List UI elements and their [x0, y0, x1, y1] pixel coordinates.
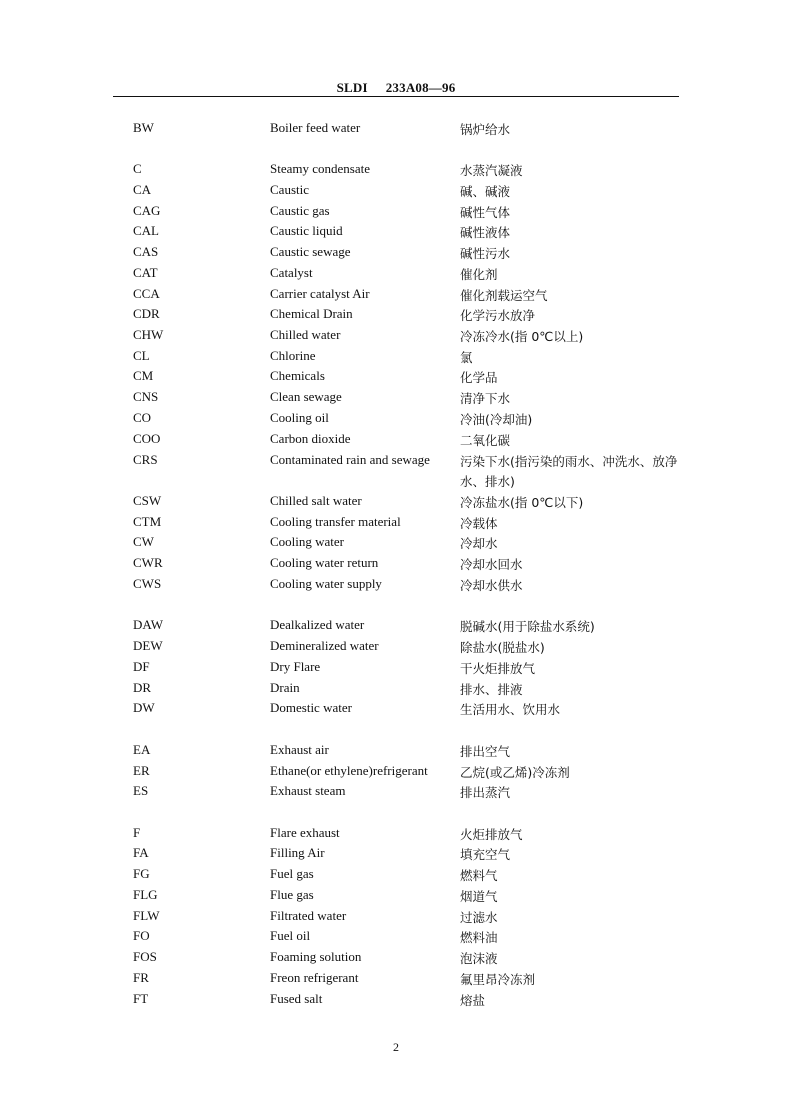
entry-abbreviation: CWR — [133, 555, 163, 570]
page-number: 2 — [393, 1040, 399, 1054]
entry-english-term: Domestic water — [270, 700, 352, 715]
entry-english-term: Cooling water return — [270, 555, 379, 570]
entry-abbreviation: BW — [133, 120, 154, 135]
entry-chinese-term: 填充空气 — [460, 847, 511, 862]
entry-chinese-term: 燃料油 — [460, 930, 498, 945]
entry-abbreviation: CSW — [133, 493, 162, 508]
entry-english-term: Steamy condensate — [270, 161, 370, 176]
entry-english-term: Exhaust steam — [270, 783, 346, 798]
entry-chinese-term: 碱性污水 — [460, 246, 511, 261]
entry-abbreviation: DW — [133, 700, 155, 715]
entry-english-term: Contaminated rain and sewage — [270, 452, 430, 467]
entry-abbreviation: EA — [133, 742, 151, 757]
entry-chinese-term: 冷冻盐水(指 0℃以下) — [460, 495, 584, 510]
entry-abbreviation: DEW — [133, 638, 163, 653]
entry-abbreviation: CM — [133, 368, 154, 383]
entry-chinese-term: 排水、排液 — [460, 682, 523, 697]
entry-abbreviation: ER — [133, 763, 150, 778]
entry-english-term: Filtrated water — [270, 908, 347, 923]
entry-english-term: Fuel gas — [270, 866, 314, 881]
entry-abbreviation: FG — [133, 866, 150, 881]
entry-chinese-term: 熔盐 — [460, 993, 486, 1008]
entry-english-term: Caustic liquid — [270, 223, 343, 238]
entry-chinese-term: 泡沫液 — [460, 951, 498, 966]
entry-chinese-term: 烟道气 — [460, 889, 498, 904]
entry-english-term: Ethane(or ethylene)refrigerant — [270, 763, 428, 778]
entry-chinese-term: 污染下水(指污染的雨水、冲洗水、放净水、排水) — [460, 454, 678, 489]
entry-abbreviation: CO — [133, 410, 152, 425]
entry-abbreviation: CA — [133, 182, 152, 197]
entry-english-term: Demineralized water — [270, 638, 379, 653]
entry-english-term: Cooling transfer material — [270, 514, 401, 529]
entry-abbreviation: CNS — [133, 389, 159, 404]
entry-abbreviation: CL — [133, 348, 150, 363]
entry-abbreviation: DF — [133, 659, 150, 674]
entry-abbreviation: DAW — [133, 617, 164, 632]
entry-abbreviation: FR — [133, 970, 149, 985]
header-number: 233A08—96 — [385, 80, 456, 95]
entry-chinese-term: 清净下水 — [460, 391, 511, 406]
entry-chinese-term: 过滤水 — [460, 910, 498, 925]
entry-chinese-term: 生活用水、饮用水 — [460, 702, 561, 717]
entry-chinese-term: 冷冻冷水(指 0℃以上) — [460, 329, 584, 344]
entry-chinese-term: 排出蒸汽 — [460, 785, 511, 800]
entry-english-term: Drain — [270, 680, 300, 695]
entry-english-term: Cooling water supply — [270, 576, 382, 591]
entry-chinese-term: 冷却水回水 — [460, 557, 523, 572]
entry-english-term: Caustic gas — [270, 203, 330, 218]
entry-english-term: Caustic — [270, 182, 309, 197]
entry-english-term: Flare exhaust — [270, 825, 340, 840]
entry-chinese-term: 碱性液体 — [460, 225, 511, 240]
header-rule — [113, 96, 679, 97]
entry-english-term: Foaming solution — [270, 949, 362, 964]
entry-english-term: Boiler feed water — [270, 120, 361, 135]
entry-abbreviation: CRS — [133, 452, 158, 467]
entry-chinese-term: 冷却水供水 — [460, 578, 523, 593]
entry-english-term: Fused salt — [270, 991, 323, 1006]
entry-abbreviation: CAT — [133, 265, 158, 280]
entry-chinese-term: 二氧化碳 — [460, 433, 511, 448]
entry-chinese-term: 火炬排放气 — [460, 827, 523, 842]
header-code: SLDI — [336, 80, 368, 95]
entry-chinese-term: 水蒸汽凝液 — [460, 163, 523, 178]
entry-chinese-term: 碱性气体 — [460, 205, 511, 220]
entry-chinese-term: 冷油(冷却油) — [460, 412, 533, 427]
page-header — [113, 80, 679, 96]
entry-abbreviation: CHW — [133, 327, 164, 342]
entry-english-term: Dealkalized water — [270, 617, 365, 632]
entry-english-term: Carbon dioxide — [270, 431, 351, 446]
entry-english-term: Chemical Drain — [270, 306, 353, 321]
entry-english-term: Chilled water — [270, 327, 341, 342]
entry-abbreviation: FLG — [133, 887, 158, 902]
entry-english-term: Filling Air — [270, 845, 325, 860]
entry-english-term: Flue gas — [270, 887, 314, 902]
entry-abbreviation: CAL — [133, 223, 159, 238]
entry-chinese-term: 氟里昂冷冻剂 — [460, 972, 536, 987]
entry-chinese-term: 排出空气 — [460, 744, 511, 759]
entry-chinese-term: 燃料气 — [460, 868, 498, 883]
entry-chinese-term: 碱、碱液 — [460, 184, 511, 199]
entry-abbreviation: CDR — [133, 306, 160, 321]
entry-english-term: Catalyst — [270, 265, 313, 280]
entry-abbreviation: DR — [133, 680, 152, 695]
entry-chinese-term: 化学污水放净 — [460, 308, 536, 323]
entry-english-term: Fuel oil — [270, 928, 311, 943]
entry-abbreviation: ES — [133, 783, 149, 798]
entry-chinese-term: 化学品 — [460, 370, 498, 385]
entry-english-term: Carrier catalyst Air — [270, 286, 370, 301]
entry-english-term: Exhaust air — [270, 742, 329, 757]
entry-abbreviation: C — [133, 161, 142, 176]
entry-abbreviation: CAG — [133, 203, 161, 218]
entry-english-term: Cooling water — [270, 534, 345, 549]
entry-abbreviation: CTM — [133, 514, 162, 529]
entry-abbreviation: FT — [133, 991, 149, 1006]
entry-chinese-term: 脱碱水(用于除盐水系统) — [460, 619, 595, 634]
entry-english-term: Chilled salt water — [270, 493, 362, 508]
entry-english-term: Dry Flare — [270, 659, 321, 674]
entry-english-term: Cooling oil — [270, 410, 329, 425]
entry-abbreviation: COO — [133, 431, 161, 446]
entry-chinese-term: 除盐水(脱盐水) — [460, 640, 545, 655]
entry-chinese-term: 乙烷(或乙烯)冷冻剂 — [460, 765, 570, 780]
entry-chinese-term: 催化剂 — [460, 267, 498, 282]
entry-abbreviation: FLW — [133, 908, 160, 923]
entry-abbreviation: FA — [133, 845, 149, 860]
entry-chinese-term: 冷载体 — [460, 516, 498, 531]
entry-abbreviation: CCA — [133, 286, 160, 301]
entry-abbreviation: FO — [133, 928, 150, 943]
entry-chinese-term: 催化剂载运空气 — [460, 288, 548, 303]
entry-english-term: Freon refrigerant — [270, 970, 359, 985]
entry-chinese-term: 锅炉给水 — [460, 122, 511, 137]
entry-abbreviation: FOS — [133, 949, 157, 964]
entry-chinese-term: 氯 — [460, 350, 473, 365]
entry-chinese-term: 干火炬排放气 — [460, 661, 536, 676]
entry-english-term: Chlorine — [270, 348, 316, 363]
entry-abbreviation: CW — [133, 534, 154, 549]
entry-english-term: Clean sewage — [270, 389, 342, 404]
entry-abbreviation: CWS — [133, 576, 162, 591]
entry-english-term: Chemicals — [270, 368, 325, 383]
entry-english-term: Caustic sewage — [270, 244, 351, 259]
entry-chinese-term: 冷却水 — [460, 536, 498, 551]
entry-abbreviation: F — [133, 825, 141, 840]
entry-abbreviation: CAS — [133, 244, 159, 259]
